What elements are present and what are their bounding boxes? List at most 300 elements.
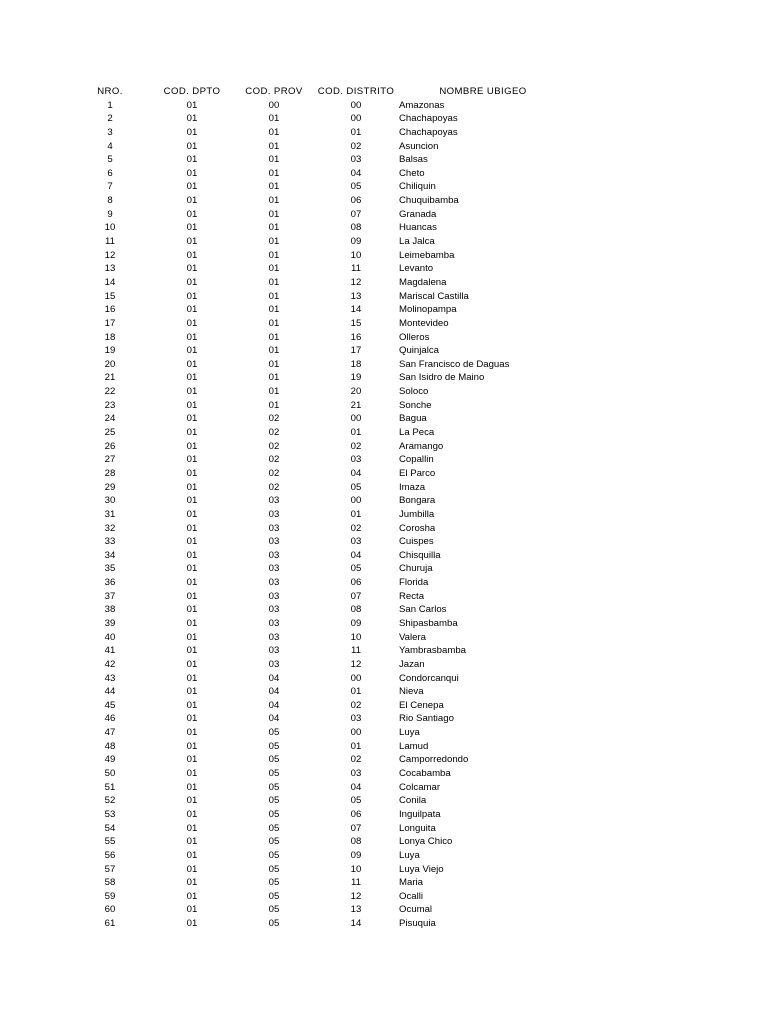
cell-cod-dpto: 01 <box>186 508 198 520</box>
cell-cod-distrito: 01 <box>350 686 362 698</box>
cell-nro: 52 <box>104 795 116 807</box>
cell-cod-dpto: 01 <box>186 208 198 220</box>
cell-cod-dpto: 01 <box>186 713 198 725</box>
cell-nro: 4 <box>107 140 113 152</box>
cell-nombre-ubigeo: Lonya Chico <box>399 836 453 848</box>
cell-cod-distrito: 02 <box>350 699 362 711</box>
table-row <box>0 467 768 481</box>
cell-nro: 60 <box>104 904 116 916</box>
cell-nro: 12 <box>104 249 116 261</box>
cell-cod-distrito: 11 <box>351 877 361 889</box>
cell-cod-distrito: 00 <box>350 727 362 739</box>
cell-cod-prov: 01 <box>268 372 280 384</box>
table-header-row <box>0 85 768 99</box>
table-row <box>0 549 768 563</box>
cell-nombre-ubigeo: Lamud <box>399 740 429 752</box>
cell-cod-prov: 01 <box>268 399 280 411</box>
cell-nro: 53 <box>104 808 116 820</box>
cell-cod-prov: 01 <box>268 317 280 329</box>
table-row <box>0 712 768 726</box>
cell-cod-distrito: 10 <box>350 249 362 261</box>
cell-nombre-ubigeo: Bongara <box>399 495 436 507</box>
cell-nombre-ubigeo: Camporredondo <box>399 754 469 766</box>
table-row <box>0 767 768 781</box>
cell-cod-prov: 01 <box>268 195 280 207</box>
cell-cod-dpto: 01 <box>186 536 198 548</box>
cell-cod-prov: 02 <box>268 467 280 479</box>
cell-cod-dpto: 01 <box>186 740 198 752</box>
table-row <box>0 194 768 208</box>
table-row <box>0 221 768 235</box>
cell-cod-distrito: 00 <box>350 113 362 125</box>
cell-nro: 55 <box>104 836 116 848</box>
cell-nombre-ubigeo: Luya <box>399 727 420 739</box>
cell-nombre-ubigeo: Copallin <box>399 454 434 466</box>
cell-cod-distrito: 00 <box>350 495 362 507</box>
cell-cod-prov: 05 <box>268 863 280 875</box>
cell-cod-distrito: 07 <box>350 208 362 220</box>
cell-cod-dpto: 01 <box>186 672 198 684</box>
table-row <box>0 167 768 181</box>
cell-cod-prov: 01 <box>268 345 280 357</box>
cell-nro: 32 <box>104 522 116 534</box>
cell-cod-distrito: 17 <box>350 345 362 357</box>
table-row <box>0 822 768 836</box>
cell-cod-dpto: 01 <box>186 358 198 370</box>
cell-cod-prov: 05 <box>268 849 280 861</box>
table-row <box>0 453 768 467</box>
cell-cod-distrito: 06 <box>350 808 362 820</box>
cell-cod-distrito: 08 <box>350 836 362 848</box>
cell-cod-dpto: 01 <box>186 481 198 493</box>
cell-nombre-ubigeo: San Francisco de Daguas <box>399 358 510 370</box>
cell-cod-distrito: 12 <box>350 658 362 670</box>
table-row <box>0 863 768 877</box>
cell-cod-distrito: 12 <box>350 890 362 902</box>
cell-nombre-ubigeo: Quinjalca <box>399 345 439 357</box>
cell-nro: 38 <box>104 604 116 616</box>
cell-cod-dpto: 01 <box>186 331 198 343</box>
table-body <box>0 99 768 931</box>
cell-cod-distrito: 13 <box>350 904 362 916</box>
cell-nombre-ubigeo: Luya <box>399 849 420 861</box>
table-row <box>0 140 768 154</box>
cell-cod-dpto: 01 <box>186 345 198 357</box>
table-row <box>0 535 768 549</box>
cell-cod-distrito: 03 <box>350 713 362 725</box>
cell-nro: 22 <box>104 386 116 398</box>
cell-cod-prov: 01 <box>268 331 280 343</box>
table-row <box>0 126 768 140</box>
cell-cod-distrito: 19 <box>350 372 362 384</box>
cell-nro: 37 <box>104 590 116 602</box>
cell-nro: 50 <box>104 768 116 780</box>
table-row <box>0 235 768 249</box>
cell-nro: 11 <box>105 236 115 248</box>
cell-nombre-ubigeo: Corosha <box>399 522 436 534</box>
cell-cod-dpto: 01 <box>186 754 198 766</box>
cell-cod-dpto: 01 <box>186 276 198 288</box>
cell-cod-prov: 03 <box>268 658 280 670</box>
cell-nro: 59 <box>104 890 116 902</box>
cell-cod-distrito: 21 <box>350 399 362 411</box>
table-row <box>0 903 768 917</box>
cell-cod-prov: 03 <box>268 495 280 507</box>
cell-nombre-ubigeo: Imaza <box>399 481 426 493</box>
cell-cod-dpto: 01 <box>186 849 198 861</box>
cell-cod-distrito: 02 <box>350 754 362 766</box>
cell-nombre-ubigeo: Cheto <box>399 167 425 179</box>
table-row <box>0 180 768 194</box>
cell-cod-prov: 03 <box>268 590 280 602</box>
cell-nro: 26 <box>104 440 116 452</box>
header-nombre-ubigeo: NOMBRE UBIGEO <box>439 86 527 97</box>
cell-cod-dpto: 01 <box>186 154 198 166</box>
table-row <box>0 753 768 767</box>
cell-cod-distrito: 10 <box>350 863 362 875</box>
table-row <box>0 440 768 454</box>
cell-nombre-ubigeo: Levanto <box>399 263 434 275</box>
table-row <box>0 317 768 331</box>
cell-nro: 41 <box>104 645 116 657</box>
table-row <box>0 644 768 658</box>
cell-cod-dpto: 01 <box>186 249 198 261</box>
cell-cod-prov: 05 <box>268 904 280 916</box>
cell-nombre-ubigeo: Amazonas <box>399 99 445 111</box>
cell-nombre-ubigeo: Pisuquia <box>399 918 436 930</box>
cell-cod-distrito: 09 <box>350 236 362 248</box>
cell-cod-prov: 02 <box>268 440 280 452</box>
cell-nombre-ubigeo: Soloco <box>399 386 429 398</box>
cell-cod-distrito: 10 <box>350 631 362 643</box>
cell-cod-prov: 03 <box>268 617 280 629</box>
cell-nombre-ubigeo: Jazan <box>399 658 425 670</box>
cell-cod-prov: 01 <box>268 208 280 220</box>
cell-nombre-ubigeo: El Parco <box>399 467 436 479</box>
cell-cod-dpto: 01 <box>186 222 198 234</box>
cell-nombre-ubigeo: Huancas <box>399 222 437 234</box>
cell-cod-distrito: 09 <box>350 617 362 629</box>
cell-cod-prov: 01 <box>268 113 280 125</box>
cell-cod-dpto: 01 <box>186 795 198 807</box>
cell-cod-dpto: 01 <box>186 699 198 711</box>
cell-cod-prov: 05 <box>268 808 280 820</box>
cell-nombre-ubigeo: Olleros <box>399 331 430 343</box>
cell-cod-prov: 02 <box>268 427 280 439</box>
cell-nombre-ubigeo: San Carlos <box>399 604 447 616</box>
cell-cod-prov: 05 <box>268 727 280 739</box>
cell-cod-prov: 01 <box>268 386 280 398</box>
cell-nombre-ubigeo: Mariscal Castilla <box>399 290 469 302</box>
cell-nombre-ubigeo: Chiliquin <box>399 181 436 193</box>
cell-nombre-ubigeo: Chachapoyas <box>399 113 458 125</box>
cell-nro: 35 <box>104 563 116 575</box>
table-row <box>0 153 768 167</box>
table-row <box>0 399 768 413</box>
cell-cod-distrito: 04 <box>350 167 362 179</box>
cell-nro: 2 <box>107 113 113 125</box>
cell-cod-distrito: 02 <box>350 440 362 452</box>
cell-cod-prov: 05 <box>268 740 280 752</box>
table-row <box>0 262 768 276</box>
table-row <box>0 481 768 495</box>
cell-cod-dpto: 01 <box>186 563 198 575</box>
cell-cod-dpto: 01 <box>186 317 198 329</box>
cell-nro: 51 <box>104 781 116 793</box>
table-row <box>0 208 768 222</box>
cell-nro: 23 <box>104 399 116 411</box>
cell-nombre-ubigeo: Valera <box>399 631 427 643</box>
cell-nro: 48 <box>104 740 116 752</box>
table-row <box>0 290 768 304</box>
cell-nombre-ubigeo: Rio Santiago <box>399 713 454 725</box>
cell-nombre-ubigeo: Magdalena <box>399 276 447 288</box>
cell-cod-prov: 01 <box>268 126 280 138</box>
cell-cod-distrito: 08 <box>350 604 362 616</box>
cell-cod-distrito: 05 <box>350 795 362 807</box>
cell-cod-dpto: 01 <box>186 195 198 207</box>
cell-nro: 47 <box>104 727 116 739</box>
cell-nro: 18 <box>104 331 116 343</box>
cell-cod-dpto: 01 <box>186 140 198 152</box>
table-row <box>0 276 768 290</box>
table-row <box>0 590 768 604</box>
cell-nombre-ubigeo: El Cenepa <box>399 699 444 711</box>
table-row <box>0 808 768 822</box>
cell-cod-distrito: 01 <box>350 508 362 520</box>
cell-nro: 56 <box>104 849 116 861</box>
table-row <box>0 890 768 904</box>
cell-nombre-ubigeo: Chisquilla <box>399 549 441 561</box>
cell-nombre-ubigeo: Florida <box>399 577 429 589</box>
cell-nombre-ubigeo: Aramango <box>399 440 444 452</box>
cell-nro: 30 <box>104 495 116 507</box>
cell-cod-prov: 03 <box>268 508 280 520</box>
cell-nombre-ubigeo: Ocalli <box>399 890 423 902</box>
cell-nro: 27 <box>104 454 116 466</box>
cell-cod-prov: 05 <box>268 836 280 848</box>
cell-nro: 54 <box>104 822 116 834</box>
cell-nombre-ubigeo: Cocabamba <box>399 768 451 780</box>
table-row <box>0 876 768 890</box>
cell-cod-distrito: 04 <box>350 549 362 561</box>
table-row <box>0 385 768 399</box>
cell-nro: 29 <box>104 481 116 493</box>
cell-cod-dpto: 01 <box>186 808 198 820</box>
cell-nombre-ubigeo: Cuispes <box>399 536 434 548</box>
cell-nro: 10 <box>104 222 116 234</box>
cell-cod-prov: 03 <box>268 563 280 575</box>
cell-cod-prov: 04 <box>268 713 280 725</box>
cell-cod-prov: 03 <box>268 631 280 643</box>
cell-cod-prov: 02 <box>268 454 280 466</box>
cell-cod-distrito: 14 <box>350 304 362 316</box>
cell-nombre-ubigeo: Chuquibamba <box>399 195 459 207</box>
cell-cod-dpto: 01 <box>186 768 198 780</box>
header-nro: NRO. <box>97 86 123 97</box>
cell-cod-prov: 02 <box>268 413 280 425</box>
cell-cod-distrito: 04 <box>350 467 362 479</box>
table-row <box>0 426 768 440</box>
cell-cod-dpto: 01 <box>186 863 198 875</box>
table-row <box>0 849 768 863</box>
cell-cod-distrito: 00 <box>350 99 362 111</box>
cell-nombre-ubigeo: Chachapoyas <box>399 126 458 138</box>
cell-nombre-ubigeo: Granada <box>399 208 437 220</box>
cell-cod-distrito: 09 <box>350 849 362 861</box>
cell-cod-distrito: 16 <box>350 331 362 343</box>
table-row <box>0 412 768 426</box>
cell-nro: 3 <box>107 126 113 138</box>
cell-nro: 21 <box>104 372 116 384</box>
cell-nro: 57 <box>104 863 116 875</box>
cell-cod-dpto: 01 <box>186 495 198 507</box>
cell-cod-dpto: 01 <box>186 386 198 398</box>
cell-cod-prov: 03 <box>268 604 280 616</box>
cell-cod-distrito: 04 <box>350 781 362 793</box>
cell-cod-dpto: 01 <box>186 686 198 698</box>
cell-cod-dpto: 01 <box>186 781 198 793</box>
cell-cod-prov: 01 <box>268 236 280 248</box>
cell-cod-dpto: 01 <box>186 454 198 466</box>
cell-cod-prov: 05 <box>268 890 280 902</box>
cell-cod-distrito: 02 <box>350 140 362 152</box>
cell-nombre-ubigeo: La Jalca <box>399 236 435 248</box>
cell-nombre-ubigeo: Recta <box>399 590 425 602</box>
cell-cod-prov: 01 <box>268 181 280 193</box>
cell-cod-distrito: 00 <box>350 672 362 684</box>
cell-cod-dpto: 01 <box>186 631 198 643</box>
cell-cod-dpto: 01 <box>186 918 198 930</box>
table-row <box>0 303 768 317</box>
table-row <box>0 371 768 385</box>
table-row <box>0 685 768 699</box>
cell-nro: 17 <box>104 317 116 329</box>
cell-cod-distrito: 07 <box>350 822 362 834</box>
cell-cod-prov: 02 <box>268 481 280 493</box>
header-cod-distrito: COD. DISTRITO <box>317 86 395 97</box>
table-row <box>0 726 768 740</box>
cell-nro: 16 <box>104 304 116 316</box>
cell-cod-distrito: 05 <box>350 481 362 493</box>
cell-nro: 31 <box>104 508 116 520</box>
cell-cod-prov: 01 <box>268 276 280 288</box>
cell-nombre-ubigeo: Conila <box>399 795 427 807</box>
cell-cod-distrito: 00 <box>350 413 362 425</box>
table-row <box>0 99 768 113</box>
cell-cod-dpto: 01 <box>186 590 198 602</box>
cell-nro: 42 <box>104 658 116 670</box>
cell-cod-dpto: 01 <box>186 413 198 425</box>
table-row <box>0 631 768 645</box>
cell-cod-prov: 05 <box>268 877 280 889</box>
cell-nro: 19 <box>104 345 116 357</box>
cell-nro: 20 <box>104 358 116 370</box>
table-row <box>0 494 768 508</box>
cell-cod-dpto: 01 <box>186 577 198 589</box>
cell-cod-dpto: 01 <box>186 549 198 561</box>
cell-nombre-ubigeo: Jumbilla <box>399 508 435 520</box>
cell-cod-dpto: 01 <box>186 126 198 138</box>
cell-cod-prov: 01 <box>268 167 280 179</box>
cell-cod-dpto: 01 <box>186 236 198 248</box>
cell-cod-dpto: 01 <box>186 822 198 834</box>
cell-cod-prov: 05 <box>268 768 280 780</box>
table-row <box>0 249 768 263</box>
cell-cod-prov: 01 <box>268 249 280 261</box>
cell-cod-distrito: 20 <box>350 386 362 398</box>
cell-cod-dpto: 01 <box>186 304 198 316</box>
cell-nombre-ubigeo: Maria <box>399 877 423 889</box>
table-row <box>0 344 768 358</box>
cell-cod-prov: 01 <box>268 304 280 316</box>
cell-cod-distrito: 13 <box>350 290 362 302</box>
cell-cod-dpto: 01 <box>186 427 198 439</box>
cell-nombre-ubigeo: Leimebamba <box>399 249 455 261</box>
table-row <box>0 112 768 126</box>
cell-cod-dpto: 01 <box>186 836 198 848</box>
cell-cod-distrito: 03 <box>350 454 362 466</box>
cell-cod-prov: 03 <box>268 549 280 561</box>
cell-cod-dpto: 01 <box>186 113 198 125</box>
cell-nombre-ubigeo: Colcamar <box>399 781 441 793</box>
cell-nombre-ubigeo: Longuita <box>399 822 436 834</box>
cell-cod-dpto: 01 <box>186 658 198 670</box>
cell-cod-distrito: 18 <box>350 358 362 370</box>
cell-cod-dpto: 01 <box>186 617 198 629</box>
cell-cod-dpto: 01 <box>186 263 198 275</box>
cell-nro: 36 <box>104 577 116 589</box>
cell-cod-dpto: 01 <box>186 727 198 739</box>
cell-nombre-ubigeo: Churuja <box>399 563 433 575</box>
cell-nro: 49 <box>104 754 116 766</box>
cell-cod-distrito: 03 <box>350 154 362 166</box>
cell-cod-distrito: 08 <box>350 222 362 234</box>
table-row <box>0 794 768 808</box>
cell-nombre-ubigeo: Yambrasbamba <box>399 645 467 657</box>
cell-nro: 34 <box>104 549 116 561</box>
table-row <box>0 781 768 795</box>
cell-nro: 33 <box>104 536 116 548</box>
cell-nombre-ubigeo: Sonche <box>399 399 432 411</box>
cell-nombre-ubigeo: Asuncion <box>399 140 439 152</box>
cell-cod-distrito: 14 <box>350 918 362 930</box>
cell-nro: 6 <box>107 167 113 179</box>
cell-nro: 43 <box>104 672 116 684</box>
cell-nro: 7 <box>107 181 113 193</box>
cell-cod-distrito: 01 <box>350 126 362 138</box>
table-row <box>0 917 768 931</box>
cell-cod-prov: 05 <box>268 781 280 793</box>
table-row <box>0 603 768 617</box>
table-row <box>0 522 768 536</box>
cell-cod-prov: 01 <box>268 358 280 370</box>
cell-cod-dpto: 01 <box>186 645 198 657</box>
cell-cod-distrito: 07 <box>350 590 362 602</box>
cell-cod-dpto: 01 <box>186 99 198 111</box>
cell-cod-distrito: 06 <box>350 195 362 207</box>
cell-cod-prov: 01 <box>268 154 280 166</box>
cell-nombre-ubigeo: Ocumal <box>399 904 433 916</box>
cell-cod-dpto: 01 <box>186 904 198 916</box>
cell-cod-prov: 05 <box>268 822 280 834</box>
cell-nombre-ubigeo: Bagua <box>399 413 427 425</box>
cell-nro: 61 <box>104 918 116 930</box>
cell-nro: 28 <box>104 467 116 479</box>
cell-cod-prov: 03 <box>268 645 280 657</box>
cell-cod-distrito: 11 <box>351 645 361 657</box>
cell-nro: 24 <box>104 413 116 425</box>
